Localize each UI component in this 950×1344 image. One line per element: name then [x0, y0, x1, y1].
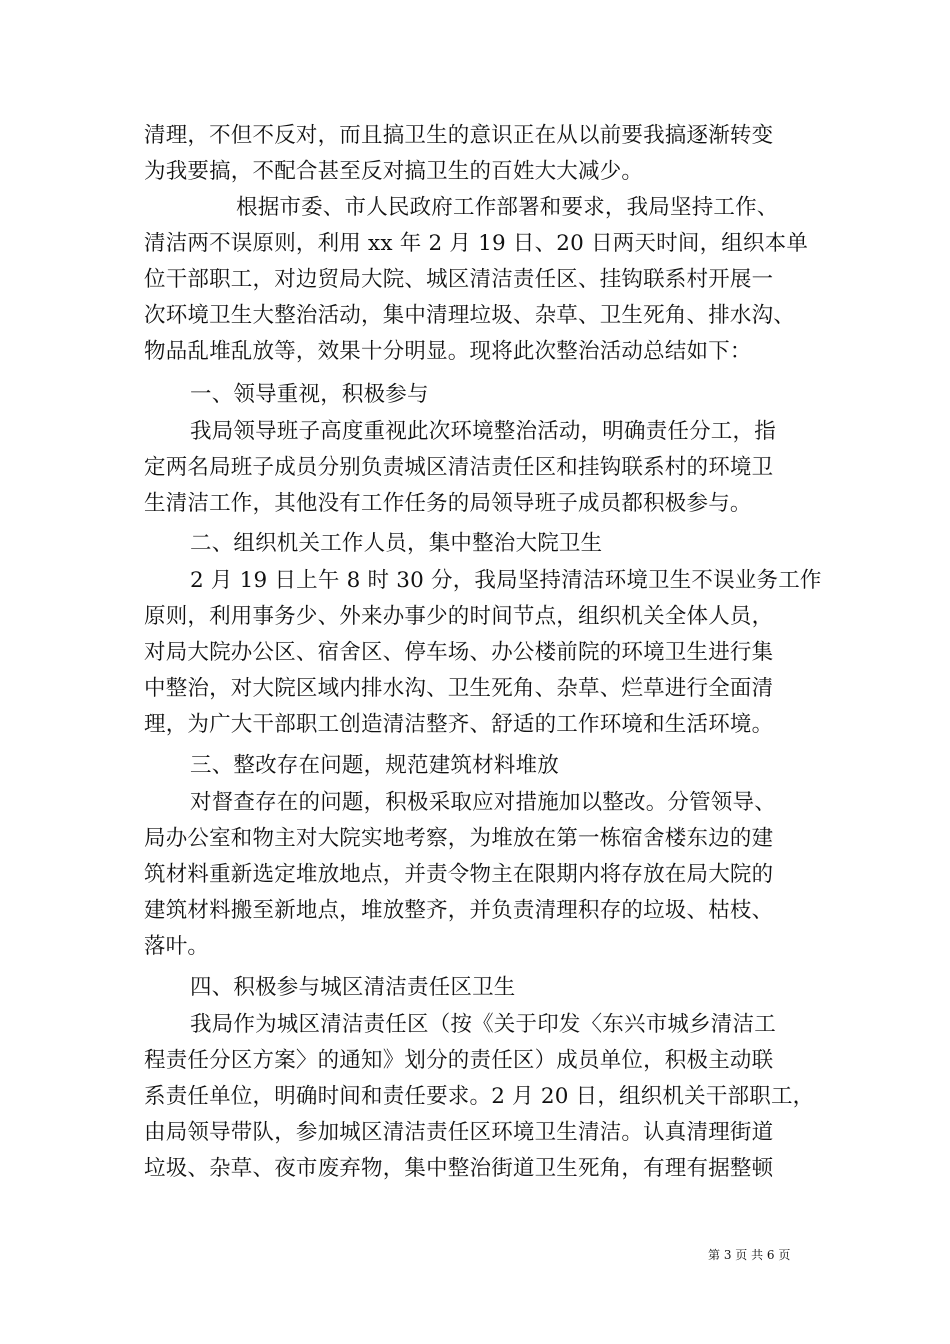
- text-line: 物品乱堆乱放等，效果十分明显。现将此次整治活动总结如下：: [144, 339, 752, 364]
- text-line: 对督查存在的问题，积极采取应对措施加以整改。分管领导、: [190, 790, 776, 815]
- text-line: 中整治，对大院区域内排水沟、卫生死角、杂草、烂草进行全面清: [144, 676, 774, 701]
- section-heading: 一、领导重视，积极参与: [190, 382, 429, 407]
- text-line: 程责任分区方案〉的通知》划分的责任区）成员单位，积极主动联: [144, 1048, 774, 1073]
- text-line: 我局领导班子高度重视此次环境整治活动，明确责任分工，指: [190, 419, 776, 444]
- text-line: 清理，不但不反对，而且搞卫生的意识正在从以前要我搞逐渐转变: [144, 123, 774, 148]
- text-line: 定两名局班子成员分别负责城区清洁责任区和挂钩联系村的环境卫: [144, 455, 774, 480]
- text-line: 由局领导带队，参加城区清洁责任区环境卫生清洁。认真清理街道: [144, 1120, 774, 1145]
- section-heading: 四、积极参与城区清洁责任区卫生: [190, 975, 516, 1000]
- text-line: 原则，利用事务少、外来办事少的时间节点，组织机关全体人员，: [144, 604, 774, 629]
- text-line: 为我要搞，不配合甚至反对搞卫生的百姓大大减少。: [144, 159, 644, 184]
- text-line: 位干部职工，对边贸局大院、城区清洁责任区、挂钩联系村开展一: [144, 267, 774, 292]
- section-heading: 二、组织机关工作人员，集中整治大院卫生: [190, 531, 603, 556]
- text-line: 清洁两不误原则，利用 xx 年 2 月 19 日、20 日两天时间，组织本单: [144, 231, 809, 256]
- page-number: 第 3 页 共 6 页: [708, 1248, 791, 1262]
- text-line: 次环境卫生大整治活动，集中清理垃圾、杂草、卫生死角、排水沟、: [144, 303, 796, 328]
- text-line: 建筑材料搬至新地点，堆放整齐，并负责清理积存的垃圾、枯枝、: [144, 898, 774, 923]
- text-line: 筑材料重新选定堆放地点，并责令物主在限期内将存放在局大院的: [144, 862, 774, 887]
- text-line: 落叶。: [144, 934, 210, 959]
- text-line: 2 月 19 日上午 8 时 30 分，我局坚持清洁环境卫生不误业务工作: [190, 568, 822, 593]
- text-line: 系责任单位，明确时间和责任要求。2 月 20 日，组织机关干部职工，: [144, 1084, 815, 1109]
- text-line: 垃圾、杂草、夜市废弃物，集中整治街道卫生死角，有理有据整顿: [144, 1156, 774, 1181]
- section-heading: 三、整改存在问题，规范建筑材料堆放: [190, 753, 559, 778]
- text-line: 生清洁工作，其他没有工作任务的局领导班子成员都积极参与。: [144, 491, 752, 516]
- text-line: 对局大院办公区、宿舍区、停车场、办公楼前院的环境卫生进行集: [144, 640, 774, 665]
- text-line: 理，为广大干部职工创造清洁整齐、舒适的工作环境和生活环境。: [144, 712, 774, 737]
- text-line: 局办公室和物主对大院实地考察，为堆放在第一栋宿舍楼东边的建: [144, 826, 774, 851]
- text-line: 我局作为城区清洁责任区（按《关于印发〈东兴市城乡清洁工: [190, 1012, 776, 1037]
- text-line: 根据市委、市人民政府工作部署和要求，我局坚持工作、: [236, 195, 779, 220]
